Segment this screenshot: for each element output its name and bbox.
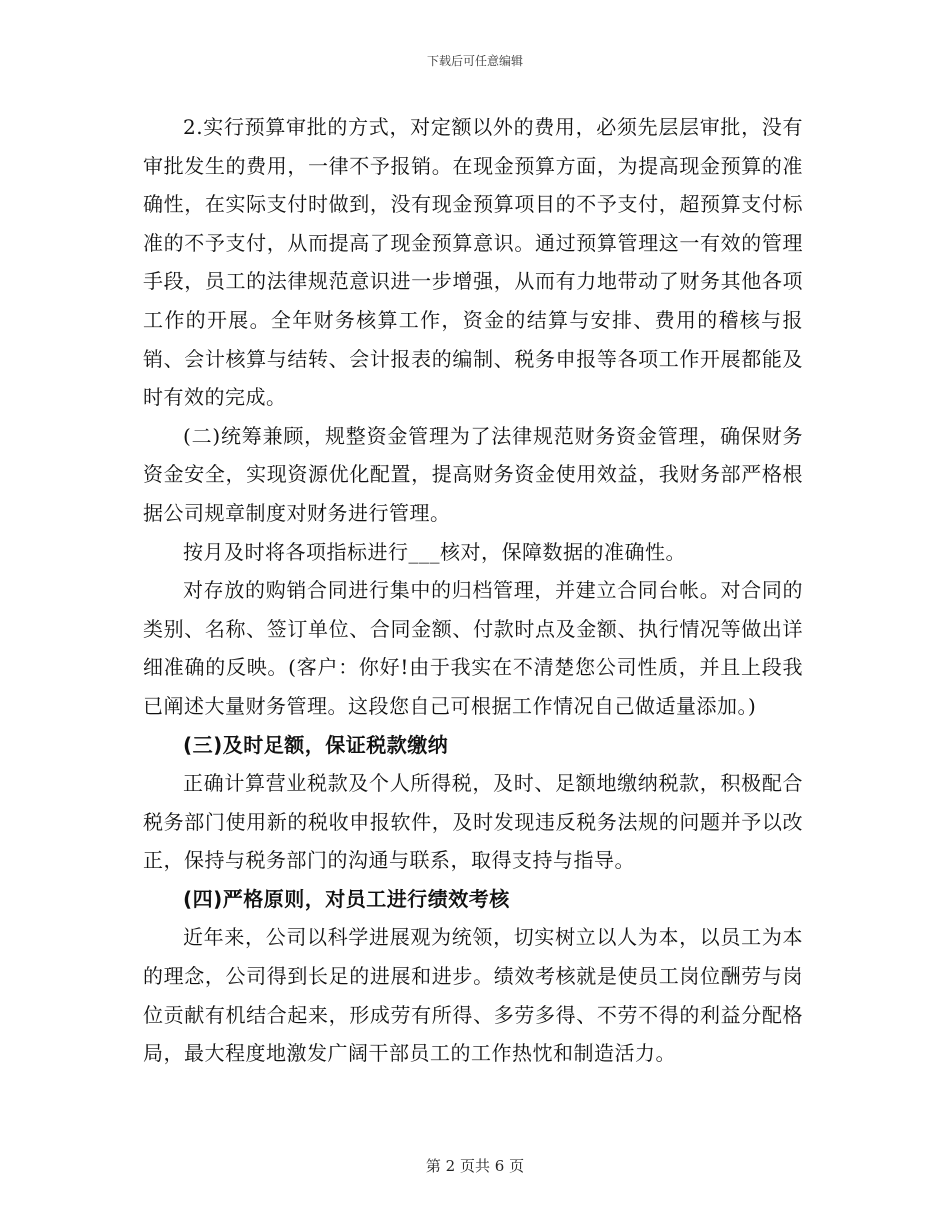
paragraph-budget-approval: 2.实行预算审批的方式，对定额以外的费用，必须先层层审批，没有审批发生的费用，一律不予报销。在现金预算方面，为提高现金预算的准确性，在实际支付时做到，没有现金预算项目的不予支付，超预算支付标准的不予支付，从而提高了现金预算意识。通过预算管理这一有效的管理手段，员工的法律规范意识进一步增强，从而有力地带动了财务其他各项工作的开展。全年财务核算工作，资金的结算与安排、费用的稽核与报销、会计核算与结转、会计报表的编制、税务申报等各项工作开展都能及时有效的完成。 (143, 115, 803, 410)
section-heading-tax: (三)及时足额，保证税款缴纳 (183, 732, 449, 757)
page-number-footer: 第 2 页共 6 页 (425, 1157, 525, 1175)
paragraph-fund-management: (二)统筹兼顾，规整资金管理为了法律规范财务资金管理，确保财务资金安全，实现资源优化配置，提高财务资金使用效益，我财务部严格根据公司规章制度对财务进行管理。 (143, 423, 803, 525)
paragraph-monthly-check: 按月及时将各项指标进行___核对，保障数据的准确性。 (183, 539, 686, 564)
paragraph-tax-payment: 正确计算营业税款及个人所得税，及时、足额地缴纳税款，积极配合税务部门使用新的税收申报软件，及时发现违反税务法规的问题并予以改正，保持与税务部门的沟通与联系，取得支持与指导。 (143, 771, 803, 873)
section-heading-performance: (四)严格原则，对员工进行绩效考核 (183, 886, 510, 911)
paragraph-performance-review: 近年来，公司以科学进展观为统领，切实树立以人为本，以员工为本的理念，公司得到长足的进展和进步。绩效考核就是使员工岗位酬劳与岗位贡献有机结合起来，形成劳有所得、多劳多得、不劳不得的利益分配格局，最大程度地激发广阔干部员工的工作热忱和制造活力。 (143, 925, 803, 1066)
paragraph-contract-archive: 对存放的购销合同进行集中的归档管理，并建立合同台帐。对合同的类别、名称、签订单位、合同金额、付款时点及金额、执行情况等做出详细准确的反映。(客户：你好!由于我实在不清楚您公司性质，并且上段我已阐述大量财务管理。这段您自己可根据工作情况自己做适量添加。) (143, 578, 803, 718)
page-header-note: 下载后可任意编辑 (426, 54, 523, 68)
document-body (143, 108, 803, 1073)
